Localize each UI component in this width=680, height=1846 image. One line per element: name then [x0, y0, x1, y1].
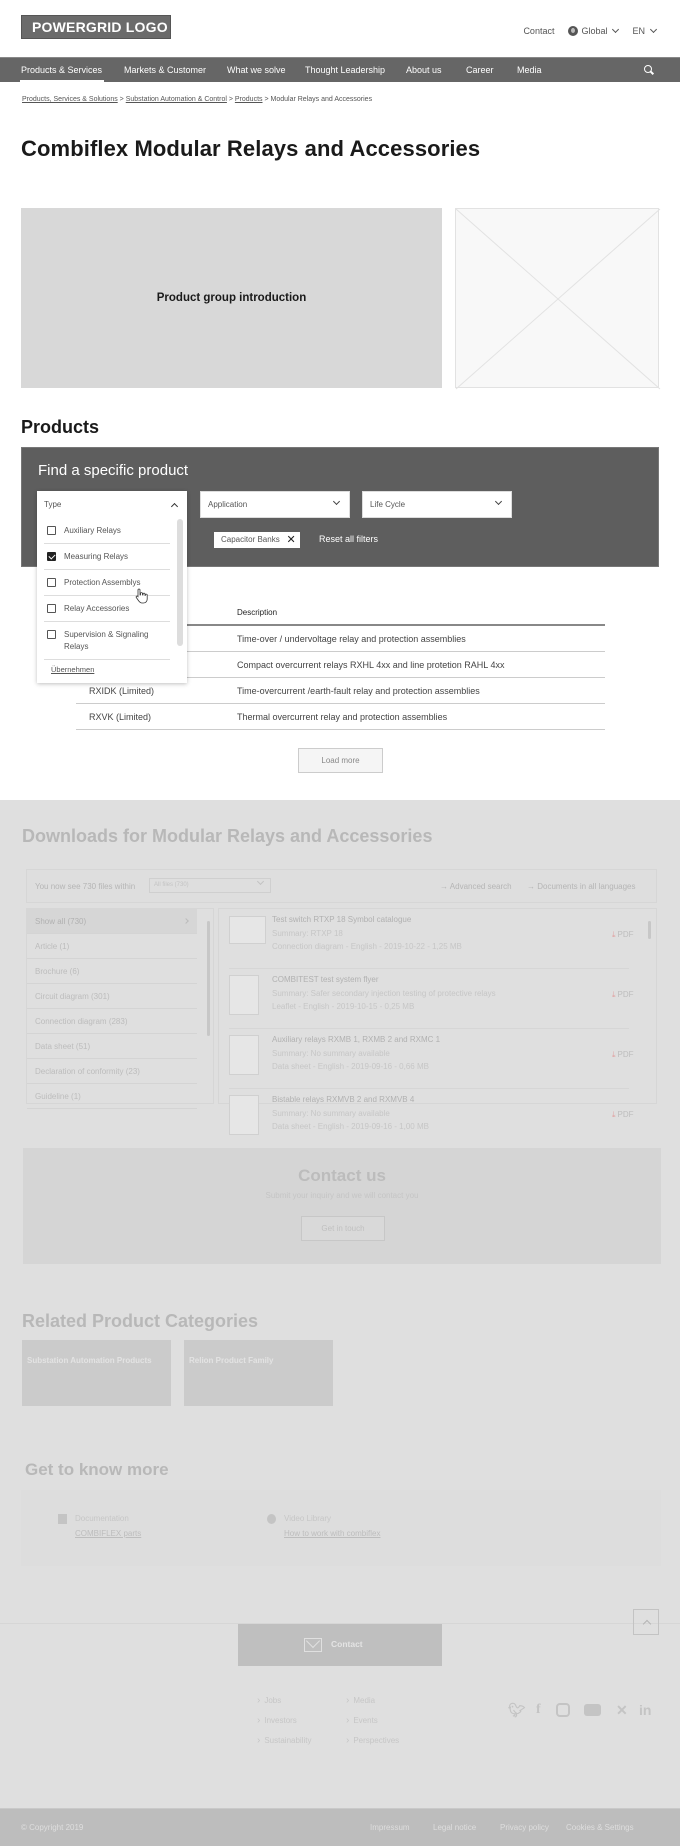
lifecycle-select[interactable] [362, 491, 512, 518]
type-select[interactable] [37, 491, 187, 519]
file-item[interactable] [229, 1029, 634, 1089]
download-categories [26, 908, 214, 1104]
twitter-icon[interactable]: 🐦︎ [508, 1702, 526, 1718]
category-item[interactable]: Article (1) [27, 934, 197, 959]
pdf-icon [58, 1514, 67, 1524]
back-to-top-button[interactable] [633, 1609, 659, 1635]
category-item[interactable]: Guideline (1) [27, 1084, 197, 1109]
language-label: EN [632, 26, 645, 36]
footer-link-perspectives[interactable]: › Perspectives [346, 1735, 399, 1746]
file-meta: Data sheet - English - 2019-09-16 - 0,66 MB [272, 1062, 429, 1071]
related-heading: Related Product Categories [22, 1311, 259, 1331]
know-link[interactable]: COMBIFLEX parts [75, 1529, 142, 1538]
category-item[interactable]: Brochure (6) [27, 959, 197, 984]
language-selector[interactable] [632, 26, 656, 36]
globe-icon [568, 26, 578, 36]
checkbox[interactable] [47, 630, 56, 639]
know-label: Documentation [75, 1514, 129, 1523]
linkedin-icon[interactable]: in [639, 1702, 652, 1718]
product-description: Compact overcurrent relays RXHL 4xx and line protetion RAHL 4xx [237, 660, 505, 670]
get-in-touch-button[interactable]: Get in touch [301, 1216, 385, 1241]
breadcrumb [22, 96, 372, 103]
download-icon: ⤓ [612, 990, 616, 999]
card-label: Relion Product Family [189, 1356, 274, 1365]
impressum-link[interactable]: Impressum [370, 1823, 410, 1832]
know-link[interactable]: How to work with combiflex [284, 1529, 381, 1538]
download-icon: ⤓ [612, 1050, 616, 1059]
pdf-download-link[interactable] [612, 930, 634, 940]
file-item[interactable] [229, 1089, 634, 1149]
nav-markets-customer[interactable]: Markets & Customer [124, 65, 207, 75]
application-select[interactable] [200, 491, 350, 518]
breadcrumb-link[interactable]: Products, Services & Solutions [22, 96, 118, 103]
utility-nav [523, 26, 656, 36]
checkbox[interactable] [47, 604, 56, 613]
download-icon: ⤓ [612, 930, 616, 939]
reset-filters-link[interactable]: Reset all filters [319, 534, 379, 544]
file-thumbnail [229, 1035, 259, 1075]
pdf-download-link[interactable] [612, 990, 634, 1000]
product-description: Time-overcurrent /earth-fault relay and protection assemblies [237, 686, 480, 696]
load-more-button[interactable]: Load more [298, 748, 383, 773]
privacy-policy-link[interactable]: Privacy policy [500, 1823, 549, 1832]
page-title: Combiflex Modular Relays and Accessories [21, 136, 481, 161]
type-dropdown[interactable] [37, 491, 187, 683]
chevron-up-icon [171, 503, 178, 510]
category-item[interactable]: Connection diagram (283) [27, 1009, 197, 1034]
file-format: PDF [617, 990, 634, 999]
know-more-heading: Get to know more [25, 1460, 169, 1479]
download-icon: ⤓ [612, 1110, 616, 1119]
footer-link-investors[interactable]: › Investors [257, 1715, 297, 1726]
file-summary: Summary: No summary available [272, 1049, 390, 1058]
category-item[interactable]: Data sheet (51) [27, 1034, 197, 1059]
hand-cursor-icon [135, 588, 149, 604]
file-thumbnail [229, 916, 266, 944]
image-placeholder [455, 208, 659, 388]
mail-icon [304, 1638, 322, 1652]
table-row[interactable] [76, 704, 605, 730]
option-label: Protection Assemblys [64, 578, 141, 587]
chevron-down-icon [650, 26, 657, 33]
footer-link-events[interactable]: › Events [346, 1715, 378, 1726]
search-icon[interactable] [644, 65, 654, 75]
instagram-icon[interactable] [556, 1703, 570, 1717]
product-group-intro [21, 208, 442, 388]
pdf-download-link[interactable] [612, 1050, 634, 1060]
table-header-description: Description [237, 608, 278, 617]
file-thumbnail [229, 975, 259, 1015]
file-summary: Summary: RTXP 18 [272, 929, 343, 938]
file-thumbnail [229, 1095, 259, 1135]
dropdown-scrollbar[interactable] [177, 519, 183, 646]
play-icon [267, 1514, 276, 1524]
finder-title: Find a specific product [38, 462, 189, 479]
nav-what-we-solve[interactable]: What we solve [227, 65, 286, 75]
product-name[interactable]: RXIDK (Limited) [89, 686, 155, 696]
option-relay-accessories[interactable] [44, 597, 170, 622]
checkbox[interactable] [47, 526, 56, 535]
option-measuring-relays[interactable] [44, 545, 170, 570]
option-supervision-signaling-relays[interactable] [44, 623, 170, 660]
footer-link-jobs[interactable]: › Jobs [257, 1695, 281, 1706]
nav-thought-leadership[interactable]: Thought Leadership [305, 65, 386, 75]
file-count-text: You now see 730 files within [35, 882, 136, 891]
footer-contact-button[interactable] [238, 1624, 442, 1666]
placeholder-cross-icon [456, 209, 660, 389]
select-label: Type [44, 500, 62, 509]
option-label: Auxiliary Relays [64, 526, 121, 535]
cookies-settings-link[interactable]: Cookies & Settings [566, 1823, 634, 1832]
contact-section [23, 1148, 661, 1264]
category-item[interactable]: Declaration of conformity (23) [27, 1059, 197, 1084]
all-languages-link[interactable]: → Documents in all languages [527, 882, 636, 891]
footer-contact-label: Contact [331, 1639, 363, 1649]
know-label: Video Library [284, 1514, 331, 1523]
close-icon[interactable]: ✕ [286, 534, 296, 546]
top-header [0, 0, 680, 57]
file-title[interactable]: Bistable relays RXMVB 2 and RXMVB 4 [272, 1095, 415, 1104]
select-label: Life Cycle [370, 500, 406, 509]
checkbox-checked[interactable] [47, 552, 56, 561]
pdf-download-link[interactable] [612, 1110, 634, 1120]
footer-link-media[interactable]: › Media [346, 1695, 375, 1706]
file-format: PDF [617, 930, 634, 939]
breadcrumb-current: Modular Relays and Accessories [270, 96, 373, 103]
downloads-toolbar [26, 869, 657, 903]
file-item[interactable] [229, 969, 634, 1029]
files-scrollbar[interactable] [648, 921, 651, 939]
legal-notice-link[interactable]: Legal notice [433, 1823, 477, 1832]
footer-link-sustainability[interactable]: › Sustainability [257, 1735, 311, 1746]
filter-chip-capacitor-banks[interactable] [214, 532, 300, 548]
file-meta: Leaflet - English - 2019-10-15 - 0,25 MB [272, 1002, 415, 1011]
chevron-down-icon [612, 26, 619, 33]
product-description: Thermal overcurrent relay and protection assemblies [237, 712, 448, 722]
category-show-all[interactable] [27, 909, 197, 934]
chevron-down-icon [495, 498, 502, 505]
chip-label: Capacitor Banks [221, 535, 280, 544]
file-title[interactable]: Auxiliary relays RXMB 1, RXMB 2 and RXMC 1 [272, 1035, 441, 1044]
file-format: PDF [617, 1110, 634, 1119]
nav-media[interactable]: Media [517, 65, 542, 75]
contact-subtitle: Submit your inquiry and we will contact you [265, 1191, 419, 1200]
breadcrumb-link[interactable]: Products [234, 96, 263, 103]
file-summary: Summary: No summary available [272, 1109, 390, 1118]
region-selector[interactable] [568, 26, 618, 36]
checkbox[interactable] [47, 578, 56, 587]
select-label: All files (730) [154, 882, 189, 888]
advanced-search-link[interactable]: → Advanced search [440, 882, 512, 891]
category-label: Show all (730) [35, 917, 87, 926]
chevron-down-icon [257, 878, 264, 885]
select-label: Application [208, 500, 248, 509]
facebook-icon[interactable]: f [536, 1702, 541, 1717]
download-files [218, 908, 657, 1131]
breadcrumb-separator: > [119, 96, 124, 103]
chevron-down-icon [333, 498, 340, 505]
option-protection-assemblys[interactable] [44, 571, 170, 596]
related-card-substation[interactable] [22, 1340, 171, 1406]
file-meta: Data sheet - English - 2019-09-16 - 1,00 MB [272, 1122, 429, 1131]
file-title[interactable]: COMBITEST test system flyer [272, 975, 379, 984]
breadcrumb-separator: > [228, 96, 233, 103]
main-nav [0, 57, 680, 82]
copyright: © Copyright 2019 [21, 1823, 84, 1832]
know-more-box [21, 1490, 661, 1566]
card-label: Substation Automation Products [27, 1356, 152, 1365]
nav-career[interactable]: Career [466, 65, 494, 75]
file-format: PDF [617, 1050, 634, 1059]
region-label: Global [581, 26, 608, 36]
categories-scrollbar[interactable] [207, 921, 210, 1036]
apply-link[interactable]: Übernehmen [51, 665, 95, 674]
breadcrumb-link[interactable]: Substation Automation & Control [125, 96, 227, 103]
downloads-heading: Downloads for Modular Relays and Accessories [22, 826, 433, 846]
category-item[interactable]: Circuit diagram (301) [27, 984, 197, 1009]
option-label: Supervision & Signaling Relays [64, 630, 149, 651]
related-card-relion[interactable] [184, 1340, 333, 1406]
bottom-bar [0, 1808, 680, 1846]
nav-products-services[interactable]: Products & Services [21, 58, 102, 83]
logo[interactable]: POWERGRID LOGO [21, 15, 171, 39]
xing-icon[interactable]: ✕ [616, 1702, 628, 1718]
file-item[interactable] [229, 909, 634, 969]
chevron-right-icon [183, 918, 189, 924]
product-description: Time-over / undervoltage relay and protection assemblies [237, 634, 466, 644]
contact-heading: Contact us [298, 1166, 386, 1185]
file-type-select[interactable] [149, 878, 271, 893]
file-title[interactable]: Test switch RTXP 18 Symbol catalogue [272, 915, 412, 924]
youtube-icon[interactable] [584, 1704, 601, 1716]
option-label: Measuring Relays [64, 552, 129, 561]
file-summary: Summary: Safer secondary injection testing of protective relays [272, 989, 496, 998]
option-label: Relay Accessories [64, 604, 130, 613]
products-heading: Products [21, 417, 100, 437]
file-meta: Connection diagram - English - 2019-10-22 - 1,25 MB [272, 942, 462, 951]
intro-text: Product group introduction [156, 292, 307, 304]
nav-about-us[interactable]: About us [406, 65, 442, 75]
product-name[interactable]: RXVK (Limited) [89, 712, 152, 722]
option-auxiliary-relays[interactable] [44, 519, 170, 544]
contact-link[interactable]: Contact [523, 26, 555, 36]
breadcrumb-separator: > [264, 96, 269, 103]
